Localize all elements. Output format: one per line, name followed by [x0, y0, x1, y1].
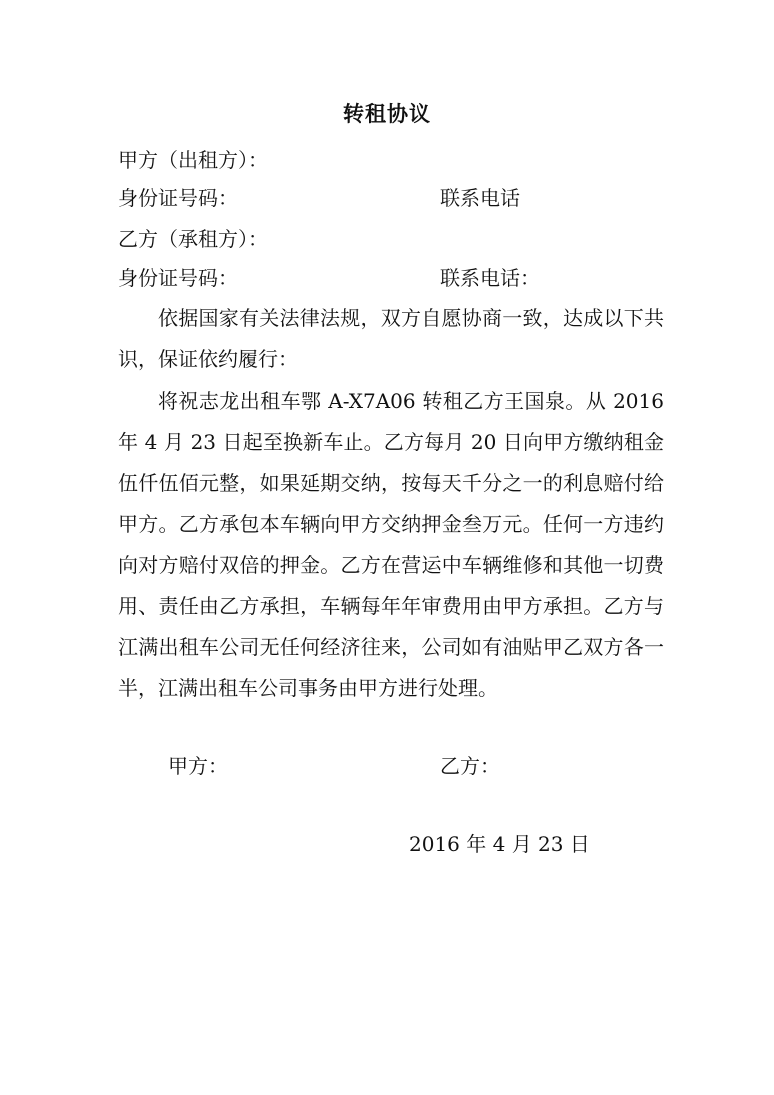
document-title: 转租协议: [343, 101, 431, 126]
party-a-label: 甲方（出租方）：: [118, 148, 268, 172]
party-b-signature-label: 乙方：: [440, 754, 500, 778]
party-a-phone-label: 联系电话: [440, 186, 520, 210]
agreement-date: 2016 年 4 月 23 日: [409, 832, 590, 856]
party-b-id-label: 身份证号码：: [118, 266, 238, 290]
party-a-signature-label: 甲方：: [168, 754, 228, 778]
terms-paragraph: 将祝志龙出租车鄂 A-X7A06 转租乙方王国泉。从 2016 年 4 月 23 日起至换新车止。乙方每月 20 日向甲方缴纳租金伍仟伍佰元整，如果延期交纳，按每天千分之一的利息赔付给甲方。乙方承包本车辆向甲方交纳押金叁万元。任何一方违约向对方赔付双倍的押金。乙方在营运中车辆维修和其他一切费用、责任由乙方承担，车辆每年年审费用由甲方承担。乙方与江满出租车公司无任何经济往来，公司如有油贴甲乙双方各一半，江满出租车公司事务由甲方进行处理。: [118, 389, 664, 700]
party-a-id-label: 身份证号码：: [118, 186, 238, 210]
party-b-label: 乙方（承租方）：: [118, 227, 268, 251]
preamble-paragraph: 依据国家有关法律法规，双方自愿协商一致，达成以下共识，保证依约履行：: [118, 306, 664, 371]
party-b-phone-label: 联系电话：: [440, 266, 540, 290]
